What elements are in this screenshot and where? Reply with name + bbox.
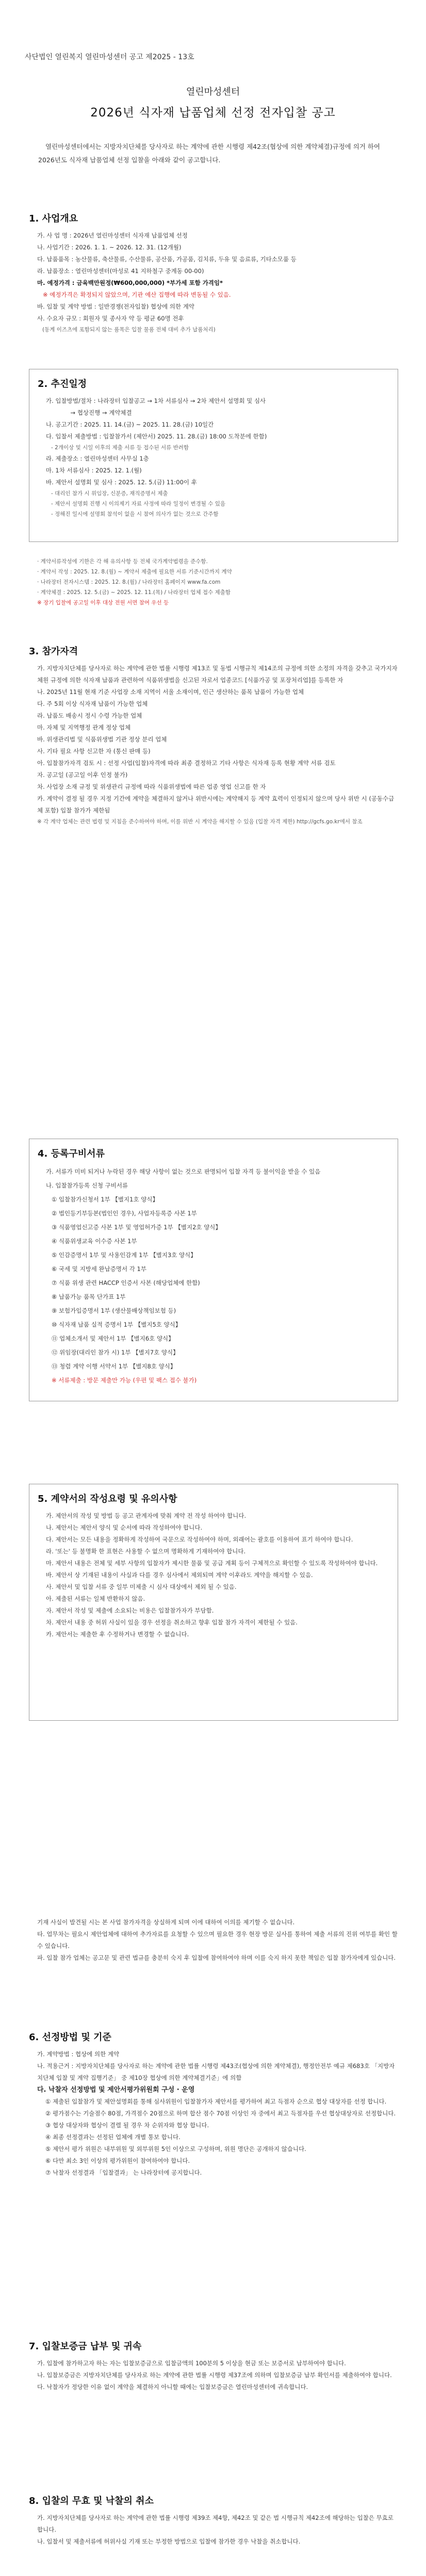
section-title: 6. 선정방법 및 기준 [29, 2032, 111, 2043]
section-1-overview [29, 211, 398, 335]
line: ⑪ 업체소개서 및 제안서 1부 【별지6호 양식】 [46, 1335, 174, 1342]
line: (동계 이즈츠에 포함되지 않는 품목은 입찰 물품 전체 대비 추가 납품처리) [37, 327, 216, 333]
line: 카. 제안서는 제출한 후 수정하거나 변경할 수 없습니다. [46, 1631, 189, 1638]
line: 나. 입찰보증금은 지방자치단체를 당사자로 하는 계약에 관한 법률 시행령 제37조에 의하며 입찰보증금 납부 확인서를 제출하여야 합니다. [37, 2371, 392, 2379]
section-7-deposit [29, 2339, 398, 2393]
section-body [29, 2048, 398, 2179]
section-title: 7. 입찰보증금 납부 및 귀속 [29, 2341, 142, 2352]
section-2-notes [29, 556, 398, 608]
line: ① 입찰참가신청서 1부 【별지1호 양식】 [46, 1196, 158, 1203]
line: ② 평가점수는 기술점수 80점, 가격점수 20점으로 하며 합산 점수 70점 이상인 자 중에서 최고 득점자를 우선 협상대상자로 선정합니다. [45, 2110, 396, 2117]
section-title: 8. 입찰의 무효 및 낙찰의 취소 [29, 2496, 154, 2506]
line: 나. 사업기간 : 2026. 1. 1. ~ 2026. 12. 31. (12개월) [37, 244, 182, 251]
line: ⑦ 식품 위생 관련 HACCP 인증서 사본 (해당업체에 한함) [46, 1279, 200, 1286]
line: 타. 업무차는 필요시 제안업체에 대하여 추가자료를 요청할 수 있으며 필요한 경우 현장 방문 실사를 통하여 제출 서류의 진위 여부를 확인 할 수 있습니다. [37, 1930, 400, 1950]
line: 가. 서류가 미비 되거나 누락된 경우 해당 사항이 없는 것으로 판명되어 입찰 자격 등 불이익을 받을 수 있음 [46, 1168, 321, 1175]
note-line: · 계약체결 : 2025. 12. 5.(금) ~ 2025. 12. 11.(목) / 나라장터 업체 접수 제출함 [37, 589, 231, 596]
section-title: 1. 사업개요 [29, 213, 78, 224]
line: 카. 계약이 결정 될 경우 지정 기간에 계약을 체결하지 않거나 위반시에는 계약해지 등 계약 효력이 인정되지 않으며 당사 위반 시 (공동수급체 포함) 입찰 참가가 제한됨 [37, 795, 395, 814]
section-2-schedule [29, 369, 398, 542]
line: 자. 공고일 (공고일 이후 인정 불가) [37, 771, 128, 778]
line: ② 법인등기부등본(법인인 경우), 사업자등록증 사본 1부 [46, 1210, 197, 1217]
line: ⑫ 위임장(대리인 참가 시) 1부 【별지7호 양식】 [46, 1349, 179, 1356]
line: 다. 제안서는 모든 내용을 정확하게 작성하여 국문으로 작성하여야 하며, 외래어는 괄호를 이용하여 표기 하여야 합니다. [46, 1536, 353, 1543]
line: 다. 입찰서 제출방법 : 입찰참가서 (제안서) 2025. 11. 28.(금) 18:00 도착분에 한함) [46, 433, 267, 440]
line: ⑤ 제안서 평가 위원은 내부위원 및 외부위원 5인 이상으로 구성하며, 위원 명단은 공개하지 않습니다. [45, 2145, 306, 2153]
line: 다. 납품품목 : 농산물류, 축산물류, 수산물류, 공산품, 가공품, 김치류, 두유 및 음료류, 기타소모품 등 [37, 256, 297, 263]
note-line: ※ 장기 입찰에 공고일 이후 대상 전원 서면 참여 우선 등 [37, 600, 169, 606]
line: 가. 입찰에 참가하고자 하는 자는 입찰보증금으로 입찰금액의 100분의 5 이상을 현금 또는 보증서로 납부하여야 합니다. [37, 2360, 346, 2367]
line: - 정해진 일시에 설명회 참석이 없을 시 참여 의사가 없는 것으로 간주함 [46, 511, 219, 517]
line: ⑬ 청렴 계약 이행 서약서 1부 【별지8호 양식】 [46, 1363, 176, 1370]
line: ④ 최종 선정결과는 선정된 업체에 개별 통보 합니다. [45, 2133, 181, 2141]
section-5-tail [29, 1917, 398, 1964]
section-body [38, 1165, 389, 1387]
line: 차. 제안서 내용 중 허위 사실이 있을 경우 선정을 취소하고 향후 입찰 참가 자격이 제한될 수 있음. [46, 1619, 298, 1626]
line: 차. 사업장 소재 규정 및 위생관리 규정에 따라 식품위생법에 따른 업종 영업 신고를 한 자 [37, 783, 266, 790]
section-body [29, 2358, 398, 2393]
line: 마. 자체 및 지역행정 관계 정상 업체 [37, 724, 131, 731]
section-body [38, 395, 389, 519]
line: 가. 지방자치단체를 당사자로 하는 계약에 관한 법률 시행령 제13조 및 동법 시행규칙 제14조의 규정에 의한 소정의 자격을 갖추고 국가지자체원 규정에 의한 식자재 납품과 관련하여 식품위생법을 신고된 자로서 업종코드 [식품가공 및 포장처리업]를 등록한 자 [37, 665, 398, 684]
line: 다. 주 5회 이상 식자재 납품이 가능한 업체 [37, 700, 148, 707]
section-title: 3. 참가자격 [29, 646, 78, 657]
line: ⑥ 국세 및 지방세 완납증명서 각 1부 [46, 1265, 146, 1273]
line: 바. 제안서 설명회 및 심사 : 2025. 12. 5.(금) 11:00이 후 [46, 479, 197, 486]
note-line: · 계약서 작성 : 2025. 12. 8.(월) ~ 계약서 제출에 필요한 서류 기준시간까지 계약 [37, 569, 232, 575]
section-body [29, 230, 398, 335]
line: ① 제출된 입찰참가 및 제안설명회를 통해 심사위원이 입찰참가자 제안서를 평가하여 최고 득점자 순으로 협상 대상자를 선정 합니다. [45, 2098, 387, 2105]
line: 가. 입찰방법/절차 : 나라장터 입찰공고 → 1차 서류심사 → 2차 제안서 설명회 및 심사 [46, 397, 266, 404]
line: ⑧ 납품가능 품목 단가표 1부 [46, 1293, 126, 1300]
line: 바. 입찰 및 계약 방법 : 일반경쟁(전자입찰) 협상에 의한 계약 [37, 303, 194, 310]
line: ※ 각 계약 업체는 관련 법령 및 지침을 준수하여야 하며, 이를 위반 시 계약을 해지할 수 있음 (입찰 자격 제한) http://gcfs.go.kr에서 참조 [37, 819, 363, 825]
section-body [29, 2512, 398, 2548]
section-5-proposal-guide [29, 1484, 398, 1721]
line: - 제안서 설명회 진행 시 이의제기 자료 사정에 따라 일정이 변경될 수 있음 [46, 501, 226, 507]
line: 라. 납품장소 : 열린마성센터(마성로 41 지하철구 중계동 00-00) [37, 267, 204, 275]
line: 마. 제안서 내용은 전체 및 세부 사항의 입찰자가 제시한 물품 및 공급 계획 등이 구체적으로 확인할 수 있도록 작성하여야 합니다. [46, 1560, 378, 1567]
line: 나. 2025년 11월 현재 기준 사업장 소재 지역이 서울 소재이며, 인근 생산하는 품목 납품이 가능한 업체 [37, 688, 304, 696]
line: 나. 적용근거 : 지방자치단체를 당사자로 하는 계약에 관한 법률 시행령 제43조(협상에 의한 계약체결), 행정안전부 예규 제683호 「지방자치단체 입찰 및 계약 집행기준」 중 제10장 협상에 의한 계약체결기준」에 의함 [37, 2062, 395, 2081]
section-body [29, 663, 398, 827]
line: 라. '또는' 등 불명확 한 표현은 사용할 수 없으며 명확하게 기재하여야 합니다. [46, 1548, 246, 1555]
note-line: · 나라장터 전자시스템 : 2025. 12. 8.(월) / 나라장터 홈페이지 www.fa.com [37, 579, 221, 585]
line: 가. 계약방법 : 협상에 의한 계약 [37, 2050, 120, 2058]
line: 나. 입찰참가등록 신청 구비서류 [46, 1182, 128, 1189]
line: 나. 제안서는 제안서 양식 및 순서에 따라 작성하여야 합니다. [46, 1524, 203, 1531]
line: ※ 예정가격은 확정되지 않았으며, 기관 예산 집행에 따라 변동될 수 있음. [37, 291, 231, 298]
line: 라. 제출장소 : 열린마성센터 사무실 1층 [46, 455, 149, 462]
line: - 2개이상 및 시일 이후의 제출 서류 등 접수된 서류 반려함 [46, 445, 189, 451]
organization-name: 열린마성센터 [186, 87, 240, 97]
line: 사. 수요자 규모 : 회원자 및 종사자 약 등 평균 60명 전후 [37, 315, 184, 322]
document-title: 2026년 식자재 납품업체 선정 전자입찰 공고 [90, 106, 336, 120]
line: ⑨ 보험가입증명서 1부 (생산물배상책임보험 등) [46, 1307, 176, 1314]
line: ③ 협상 대상자와 협상이 결렬 될 경우 차 순위자와 협상 합니다. [45, 2122, 209, 2129]
line: 가. 지방자치단체를 당사자로 하는 계약에 관한 법률 시행령 제39조 제4항, 제42조 및 같은 법 시행규칙 제42조에 해당하는 입찰은 무효로 합니다. [37, 2514, 396, 2533]
line: ※ 서류제출 : 방문 제출만 가능 (우편 및 팩스 접수 불가) [46, 1377, 197, 1384]
line: ⑥ 다만 최소 3인 이상의 평가위원이 참여하여야 합니다. [45, 2157, 190, 2164]
line: ④ 식품위생교육 이수증 사본 1부 [46, 1238, 137, 1245]
line: ⑦ 낙찰자 선정결과 「입찰결과」 는 나라장터에 공지합니다. [45, 2169, 202, 2176]
section-3-qualification [29, 644, 398, 827]
section-8-invalid [29, 2494, 398, 2548]
section-4-documents [29, 1139, 398, 1401]
line: 가. 제안서의 작성 및 방법 등 공고 관계자에 맞춰 계약 전 작성 하여야 합니다. [46, 1512, 247, 1519]
section-body [38, 1510, 389, 1640]
line: 파. 입찰 참가 업체는 공고문 및 관련 법규를 충분히 숙지 후 입찰에 참여하여야 하며 이를 숙지 하지 못한 책임은 입찰 참가자에게 있습니다. [37, 1954, 396, 1961]
section-title: 4. 등록구비서류 [38, 1148, 105, 1159]
line: ⑩ 식자재 납품 실적 증명서 1부 【별지5호 양식】 [46, 1321, 182, 1328]
line: 사. 제안서 및 입찰 서류 중 일부 미제출 시 심사 대상에서 제외 될 수 있음. [46, 1583, 237, 1590]
document-number: 사단법인 열린복지 열린마성센터 공고 제2025 - 13호 [25, 53, 194, 61]
line: 자. 제안서 작성 및 제출에 소요되는 비용은 입찰참가자가 부담함. [46, 1607, 214, 1614]
line: ⑤ 인감증명서 1부 및 사용인감계 1부 【별지3호 양식】 [46, 1251, 196, 1259]
line: ③ 식품영업신고증 사본 1부 및 영업허가증 1부 【별지2호 양식】 [46, 1224, 221, 1231]
line: 가. 사 업 명 : 2026년 열린마성센터 식자재 납품업체 선정 [37, 232, 188, 239]
line: 나. 입찰서 및 제출서류에 허위사실 기재 또는 부정한 방법으로 입찰에 참가한 경우 낙찰을 취소합니다. [37, 2538, 301, 2545]
line: 마. 1차 서류심사 : 2025. 12. 1.(월) [46, 467, 142, 474]
line: → 협상진행 → 계약체결 [46, 409, 132, 416]
section-title: 5. 계약서의 작성요령 및 유의사항 [38, 1494, 177, 1504]
line: 아. 입찰참가자격 검토 시 : 선정 사업(입찰)자격에 따라 최종 결정하고 기타 사항은 식자재 등록 현황 계약 서류 검토 [37, 759, 336, 767]
line: 기재 사실이 발견될 시는 본 사업 참가자격을 상실하게 되며 이에 대하여 이의를 제기할 수 없습니다. [37, 1919, 295, 1926]
sub-title: 다. 낙찰자 선정방법 및 제안서평가위원회 구성 · 운영 [37, 2086, 195, 2094]
line: 아. 제출된 서류는 일체 반환하지 않음. [46, 1595, 145, 1602]
line: - 대리인 참가 시 위임장, 신분증, 재직증명서 제출 [46, 490, 168, 497]
line: 바. 위생관리법 및 식품위생법 기관 정상 분리 업체 [37, 736, 167, 743]
section-title: 2. 추진일정 [38, 379, 87, 389]
line: 라. 납품도 배송시 정시 수령 가능한 업체 [37, 712, 142, 719]
intro-paragraph: 열린마성센터에서는 지방자치단체를 당사자로 하는 계약에 관한 시행령 제42조(협상에 의한 계약체결)규정에 의거 하여 2026년도 식자재 납품업체 선정 입찰을 아래와 같이 공고합니다. [38, 143, 380, 164]
section-6-selection [29, 2030, 398, 2179]
note-line: · 계약서류작성에 기한은 각 해 유의사항 등 전체 국가계약법령을 준수함. [37, 558, 208, 565]
line: 사. 기타 필요 사항 신고한 자 (통신 판매 등) [37, 748, 151, 755]
line: 다. 낙찰자가 정당한 이유 없이 계약을 체결하지 아니할 때에는 입찰보증금은 열린마성센터에 귀속합니다. [37, 2383, 308, 2391]
line: 마. 예정가격 : 금육백만원정(₩600,000,000) *부가세 포함 가격임* [37, 279, 223, 286]
line: 나. 공고기간 : 2025. 11. 14.(금) ~ 2025. 11. 28.(금) 10일간 [46, 421, 214, 428]
line: 바. 제안서 상 기재된 내용이 사실과 다를 경우 심사에서 제외되며 계약 이후라도 계약을 해지할 수 있음. [46, 1571, 313, 1579]
